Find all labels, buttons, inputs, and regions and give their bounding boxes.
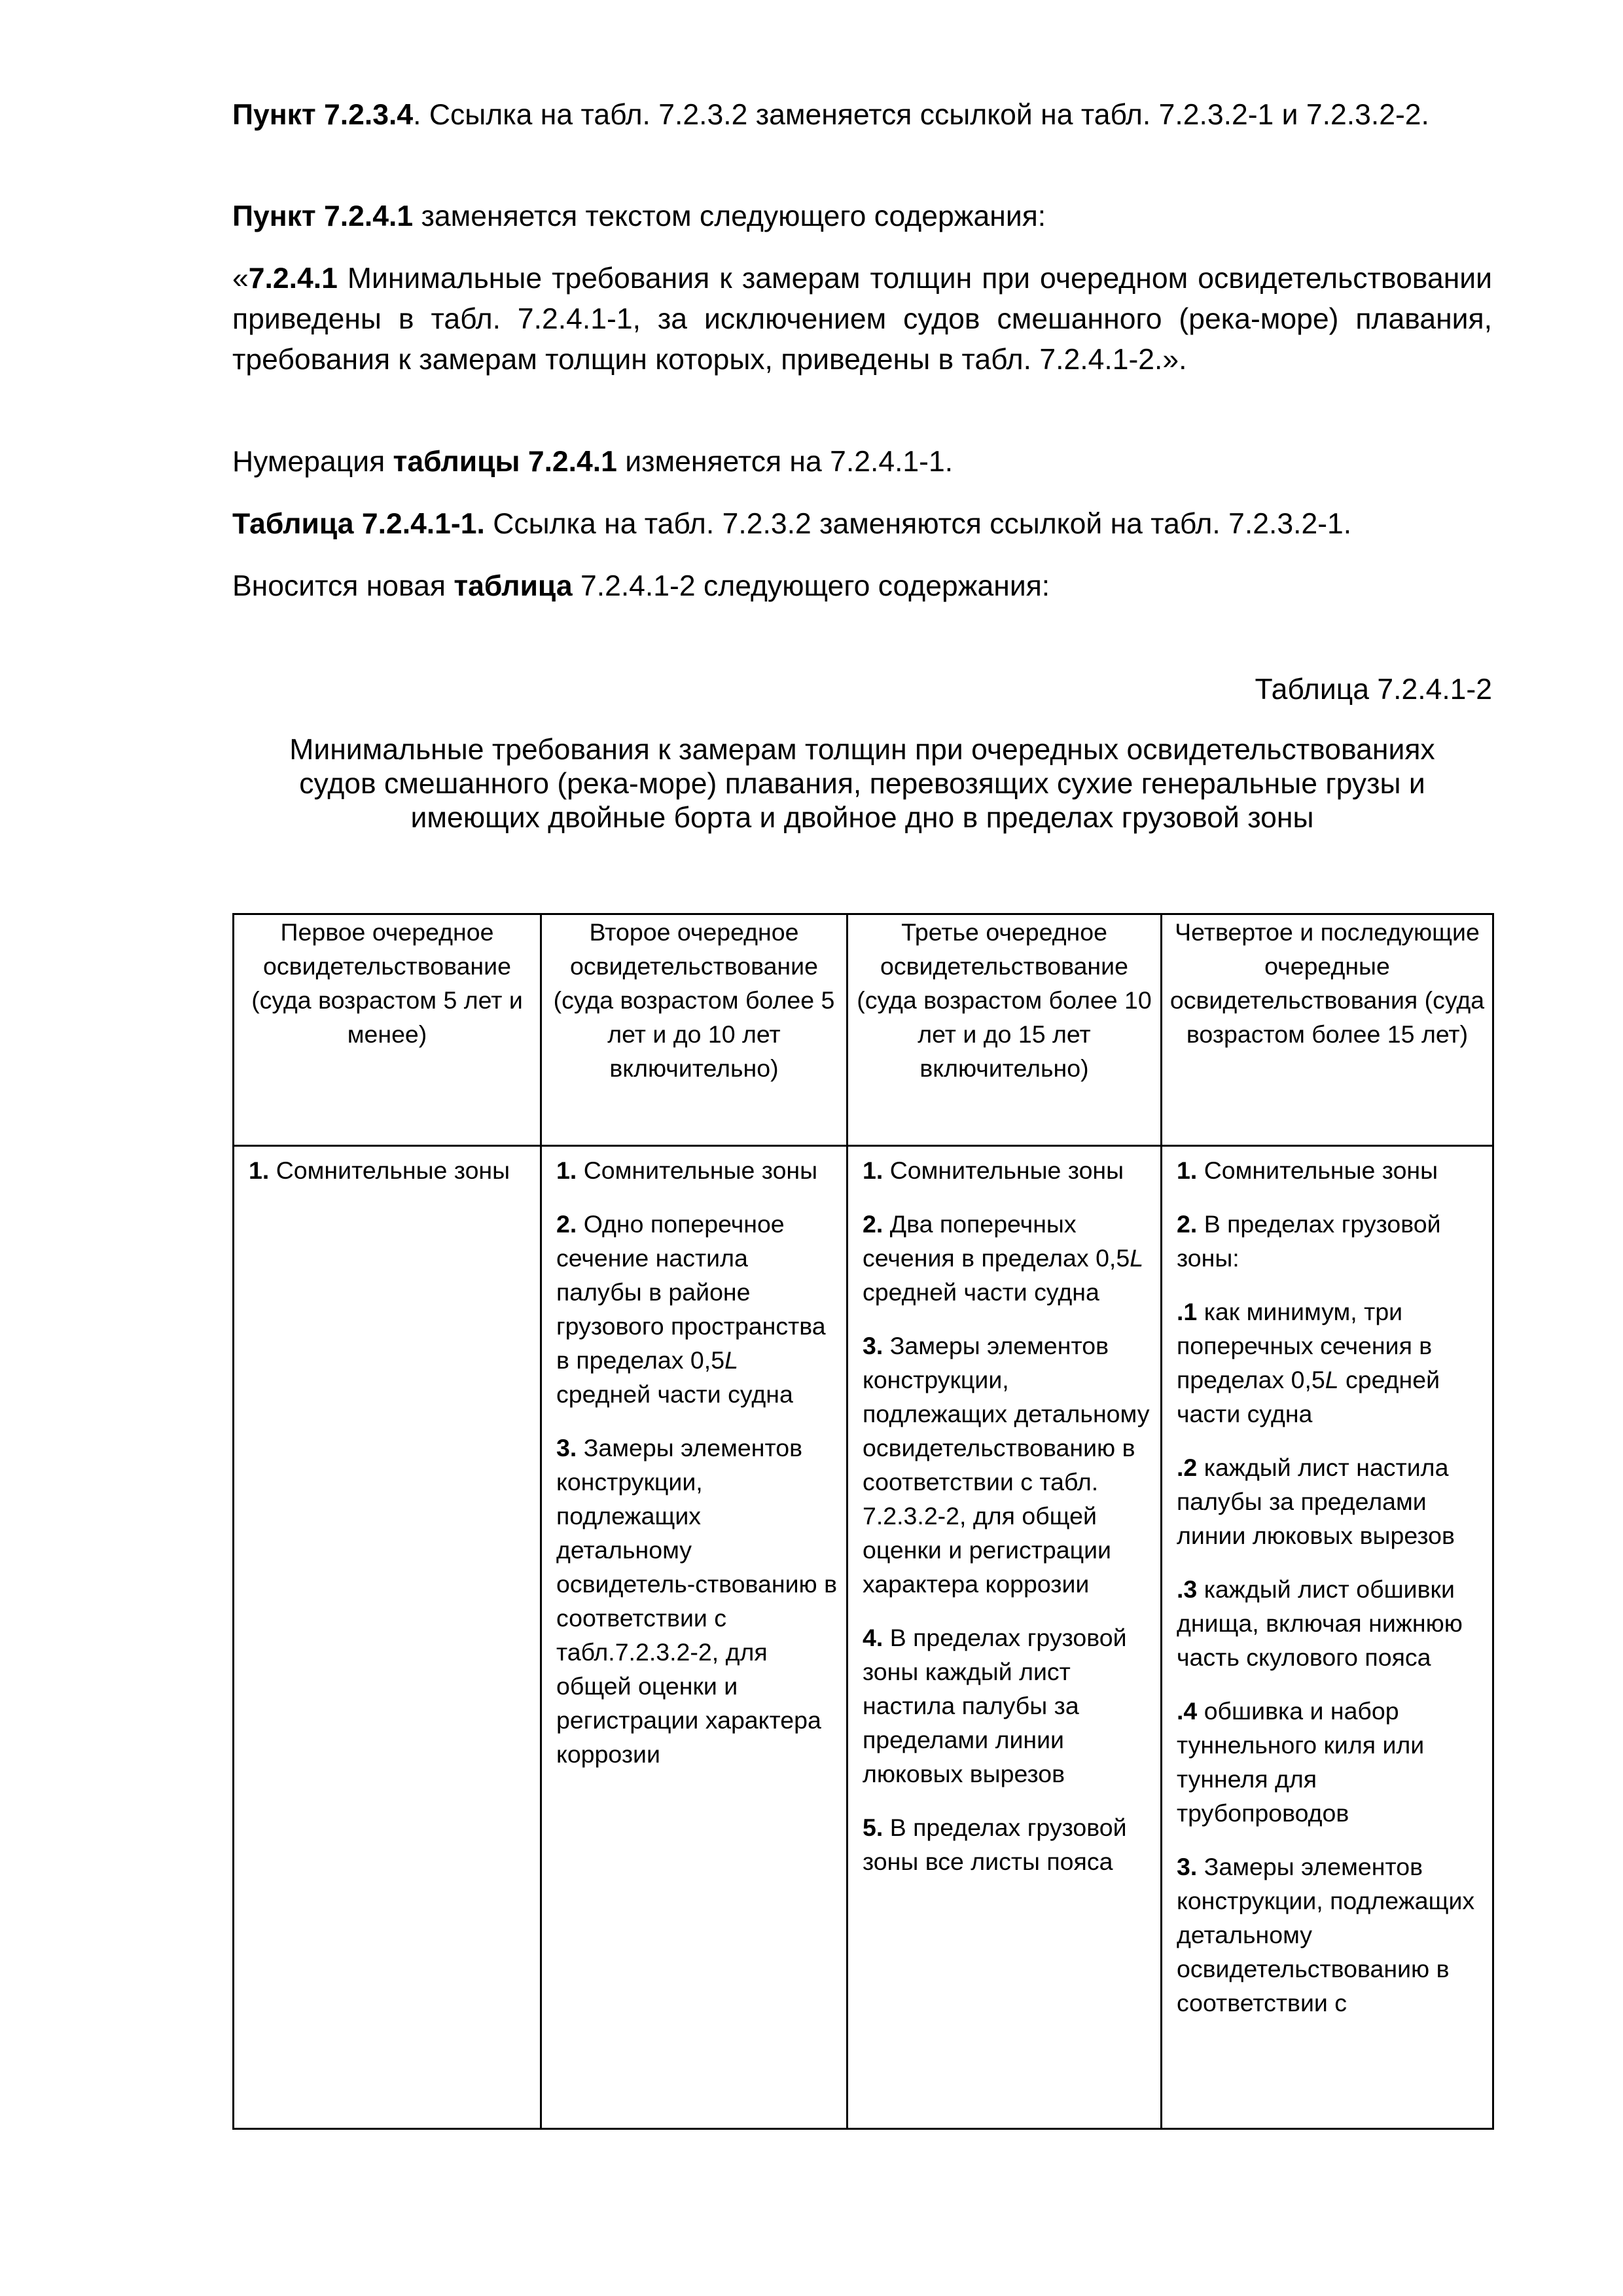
item-number: 3. — [863, 1332, 883, 1359]
item-text: Сомнительные зоны — [269, 1157, 510, 1184]
cell-fourth-survey — [1162, 1146, 1493, 2129]
item-text: Два поперечных сечения в пределах 0,5 — [863, 1210, 1130, 1272]
paragraph-text: Вносится новая — [232, 570, 454, 602]
cell-first-survey — [234, 1146, 541, 2129]
list-item — [863, 1207, 1151, 1309]
paragraph-bold: таблица — [454, 570, 573, 602]
item-number: .4 — [1177, 1697, 1198, 1725]
paragraph-numbering — [232, 442, 1492, 482]
item-text: Замеры элементов конструкции, подлежащих детальному освидетельствованию в соответствии с — [1177, 1853, 1475, 2017]
paragraph-bold: Пункт 7.2.3.4 — [232, 99, 414, 131]
quote-mark: « — [232, 262, 249, 295]
item-text: Сомнительные зоны — [883, 1157, 1124, 1184]
paragraph-text: изменяется на 7.2.4.1-1. — [616, 446, 954, 478]
item-number: .2 — [1177, 1454, 1198, 1481]
item-text: средней части судна — [556, 1380, 793, 1408]
paragraph-table-7-2-4-1-1 — [232, 504, 1492, 545]
item-number: 2. — [863, 1210, 883, 1238]
table-row — [234, 1146, 1493, 2129]
item-number: 3. — [1177, 1853, 1198, 1880]
item-number: 1. — [556, 1157, 577, 1184]
item-number: 4. — [863, 1624, 883, 1651]
paragraph-text: . Ссылка на табл. 7.2.3.2 заменяется ссылкой на табл. 7.2.3.2-1 и 7.2.3.2-2. — [413, 99, 1429, 131]
item-number: 3. — [556, 1434, 577, 1462]
paragraph-7-2-4-1-quote — [232, 259, 1492, 380]
item-text: В пределах грузовой зоны все листы пояса — [863, 1814, 1127, 1875]
paragraph-new-table — [232, 566, 1492, 607]
item-number: 1. — [863, 1157, 883, 1184]
item-number: 5. — [863, 1814, 883, 1841]
item-number: .3 — [1177, 1575, 1198, 1603]
length-variable: L — [724, 1346, 738, 1374]
list-item — [556, 1153, 837, 1187]
item-text: средней части судна — [863, 1278, 1099, 1306]
item-number: 2. — [1177, 1210, 1198, 1238]
list-item — [556, 1207, 837, 1411]
list-item — [863, 1621, 1151, 1791]
item-number: .1 — [1177, 1298, 1198, 1325]
cell-second-survey — [541, 1146, 847, 2129]
table-header-row — [234, 914, 1493, 1146]
table-caption: Минимальные требования к замерам толщин при очередных освидетельствованиях судов смешанного (река-море) плавания, перевозящих сухие генеральные грузы и имеющих двойные борта и двойное дно в пределах грузовой зоны — [289, 734, 1435, 834]
item-text: обшивка и набор туннельного киля или туннеля для трубопроводов — [1177, 1697, 1425, 1827]
paragraph-7-2-3-4 — [232, 95, 1492, 135]
cell-third-survey — [847, 1146, 1162, 2129]
list-item — [863, 1810, 1151, 1878]
list-item — [556, 1431, 837, 1771]
paragraph-bold: 7.2.4.1 — [248, 262, 338, 295]
item-text: Сомнительные зоны — [1197, 1157, 1438, 1184]
list-item — [1177, 1572, 1483, 1674]
item-text: В пределах грузовой зоны: — [1177, 1210, 1441, 1272]
header-cell-second-survey: Второе очередное освидетельствование (суда возрастом более 5 лет и до 10 лет включительно) — [541, 914, 847, 1146]
list-item — [1177, 1153, 1483, 1187]
item-text: как минимум, три поперечных сечения в пределах 0,5 — [1177, 1298, 1433, 1393]
list-item — [1177, 1207, 1483, 1275]
paragraph-text: Минимальные требования к замерам толщин при очередном освидетельствовании приведены в табл. 7.2.4.1-1, за исключением судов смешанного (река-море) плавания, требования к замерам толщин которых, приведены в табл. 7.2.4.1-2.». — [232, 262, 1492, 376]
header-cell-fourth-survey: Четвертое и последующие очередные освидетельствования (суда возрастом более 15 лет) — [1162, 914, 1493, 1146]
item-number: 1. — [249, 1157, 270, 1184]
item-text: каждый лист обшивки днища, включая нижнюю часть скулового пояса — [1177, 1575, 1463, 1671]
item-text: В пределах грузовой зоны каждый лист настила палубы за пределами линии люковых вырезов — [863, 1624, 1127, 1787]
item-text: средней части судна — [1177, 1366, 1440, 1427]
item-number: 1. — [1177, 1157, 1198, 1184]
item-text: Замеры элементов конструкции, подлежащих детальному освидетельствованию в соответствии с табл. 7.2.3.2-2, для общей оценки и регистрации характера коррозии — [863, 1332, 1150, 1598]
paragraph-text: заменяется текстом следующего содержания: — [413, 200, 1046, 232]
list-item — [863, 1153, 1151, 1187]
item-text: каждый лист настила палубы за пределами линии люковых вырезов — [1177, 1454, 1455, 1549]
list-item — [1177, 1450, 1483, 1552]
header-cell-third-survey: Третье очередное освидетельствование (суда возрастом более 10 лет и до 15 лет включительно) — [847, 914, 1162, 1146]
length-variable: L — [1325, 1366, 1339, 1393]
list-item — [1177, 1850, 1483, 2020]
paragraph-text: Нумерация — [232, 446, 393, 478]
item-text: Замеры элементов конструкции, подлежащих детальному освидетель-ствованию в соответствии с табл.7.2.3.2-2, для общей оценки и регистрации характера коррозии — [556, 1434, 837, 1768]
paragraph-bold: таблицы 7.2.4.1 — [393, 446, 617, 478]
list-item — [249, 1153, 531, 1187]
paragraph-text: Ссылка на табл. 7.2.3.2 заменяются ссылкой на табл. 7.2.3.2-1. — [484, 508, 1352, 540]
paragraph-bold: Таблица 7.2.4.1-1. — [232, 508, 485, 540]
paragraph-7-2-4-1-intro — [232, 196, 1492, 237]
header-cell-first-survey: Первое очередное освидетельствование (суда возрастом 5 лет и менее) — [234, 914, 541, 1146]
item-number: 2. — [556, 1210, 577, 1238]
list-item — [1177, 1295, 1483, 1431]
list-item — [863, 1329, 1151, 1601]
item-text: Одно поперечное сечение настила палубы в районе грузового пространства в пределах 0,5 — [556, 1210, 826, 1374]
table-label: Таблица 7.2.4.1-2 — [1255, 673, 1492, 706]
paragraph-text: 7.2.4.1-2 следующего содержания: — [572, 570, 1050, 602]
item-text: Сомнительные зоны — [577, 1157, 818, 1184]
list-item — [1177, 1694, 1483, 1830]
length-variable: L — [1130, 1244, 1144, 1272]
paragraph-bold: Пункт 7.2.4.1 — [232, 200, 414, 232]
requirements-table — [232, 913, 1494, 2130]
